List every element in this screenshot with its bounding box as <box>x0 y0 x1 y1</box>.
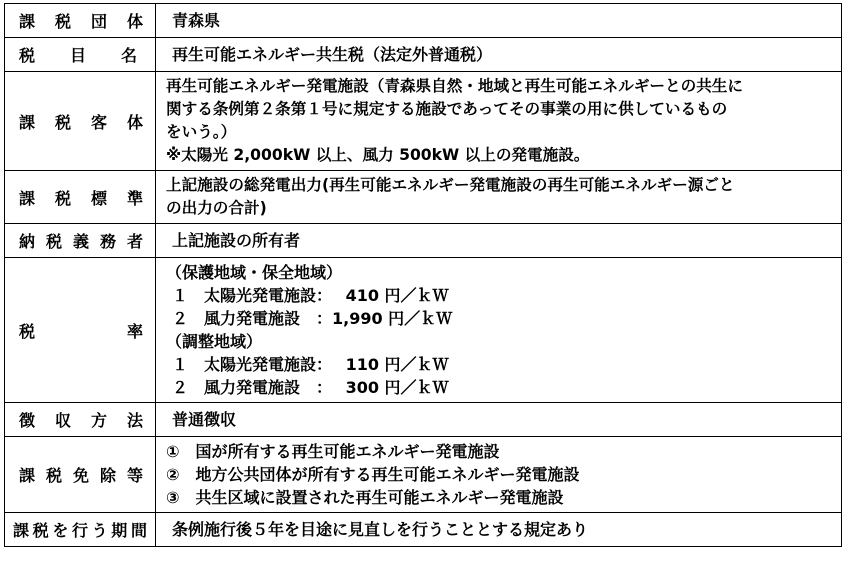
table-row <box>5 403 842 437</box>
label-char: う <box>91 521 108 540</box>
label-char: 税 <box>19 321 36 341</box>
row-label-cell <box>5 171 156 224</box>
table-row <box>5 4 842 38</box>
label-char: 税 <box>54 188 71 208</box>
table-row <box>5 224 842 258</box>
value-line: 上記施設の総発電出力(再生可能エネルギー発電施設の再生可能エネルギー源ごと <box>166 176 735 194</box>
row-value-cell <box>156 258 842 403</box>
value-line: 上記施設の所有者 <box>172 231 301 250</box>
row-label-cell <box>5 72 156 171</box>
label-char: 目 <box>69 46 86 65</box>
label-char: 率 <box>126 321 143 341</box>
row-label <box>5 9 155 32</box>
label-char: 者 <box>126 232 143 251</box>
table-row <box>5 171 842 224</box>
rate-line: １ 太陽光発電施設： 410 円／ｋＷ <box>172 286 449 305</box>
row-label <box>5 319 155 342</box>
row-label-cell <box>5 258 156 403</box>
label-char: 等 <box>126 466 143 485</box>
label-char: 課 <box>19 12 36 31</box>
value-line: 青森県 <box>172 11 221 30</box>
row-label <box>5 110 155 133</box>
label-char: 税 <box>54 12 71 31</box>
row-label <box>5 408 155 431</box>
rate-line: ２ 風力発電施設 ：1,990 円／ｋＷ <box>172 309 453 328</box>
label-char: 体 <box>126 12 143 31</box>
row-value-cell <box>156 403 842 437</box>
row-value-cell <box>156 4 842 38</box>
row-label-cell <box>5 38 156 72</box>
label-char: 期 <box>111 521 128 540</box>
label-char: 方 <box>90 411 107 430</box>
value-line: 条例施行後５年を目途に見直しを行うこととする規定あり <box>172 520 589 539</box>
row-label <box>5 229 155 252</box>
row-label-cell <box>5 403 156 437</box>
value-line: 関する条例第２条第１号に規定する施設であってその事業の用に供しているもの <box>166 100 728 118</box>
row-value-cell <box>156 437 842 513</box>
value-line: ② 地方公共団体が所有する再生可能エネルギー発電施設 <box>166 465 580 484</box>
table-row <box>5 72 842 171</box>
label-char: 課 <box>13 521 30 540</box>
label-char: 間 <box>130 521 147 540</box>
label-char: 税 <box>19 46 36 65</box>
row-label <box>5 463 155 486</box>
row-value-cell <box>156 72 842 171</box>
label-char: 課 <box>19 188 36 208</box>
label-char: 客 <box>90 112 107 132</box>
value-line: 普通徴収 <box>172 410 237 429</box>
value-line: ※太陽光 2,000kW 以上、風力 500kW 以上の発電施設。 <box>166 146 590 164</box>
row-value-cell <box>156 513 842 547</box>
row-label <box>5 518 155 541</box>
label-char: 収 <box>54 411 71 430</box>
row-label <box>5 186 155 209</box>
label-char: 課 <box>19 466 36 485</box>
label-char: 名 <box>120 46 137 65</box>
value-line: の出力の合計) <box>166 199 267 217</box>
row-label-cell <box>5 437 156 513</box>
value-line: 再生可能エネルギー発電施設（青森県自然・地域と再生可能エネルギーとの共生に <box>166 77 743 95</box>
value-line: 再生可能エネルギー共生税（法定外普通税） <box>172 45 493 64</box>
label-char: 税 <box>54 112 71 132</box>
row-label-cell <box>5 224 156 258</box>
row-label <box>5 43 155 66</box>
rate-line: １ 太陽光発電施設： 110 円／ｋＷ <box>172 355 449 374</box>
rate-area-heading: （保護地域・保全地域） <box>166 263 343 282</box>
row-label-cell <box>5 513 156 547</box>
label-char: 法 <box>126 411 143 430</box>
row-label-cell <box>5 4 156 38</box>
label-char: 除 <box>99 466 116 485</box>
label-char: を <box>52 521 69 540</box>
row-value-cell <box>156 171 842 224</box>
rate-line: ２ 風力発電施設 ： 300 円／ｋＷ <box>172 378 449 397</box>
label-char: 免 <box>72 466 89 485</box>
label-char: 税 <box>32 521 49 540</box>
rate-area-heading: （調整地域） <box>166 332 263 351</box>
tax-summary-table <box>4 3 842 547</box>
label-char: 税 <box>45 232 62 251</box>
label-char: 税 <box>45 466 62 485</box>
label-char: 準 <box>126 188 143 208</box>
table-row <box>5 513 842 547</box>
label-char: 納 <box>19 232 36 251</box>
row-value-cell <box>156 224 842 258</box>
label-char: 義 <box>72 232 89 251</box>
value-line: をいう。） <box>166 123 237 141</box>
table-row <box>5 258 842 403</box>
label-char: 行 <box>71 521 88 540</box>
label-char: 標 <box>90 188 107 208</box>
label-char: 課 <box>19 112 36 132</box>
table-row <box>5 437 842 513</box>
value-line: ① 国が所有する再生可能エネルギー発電施設 <box>166 442 500 461</box>
label-char: 徴 <box>19 411 36 430</box>
label-char: 体 <box>126 112 143 132</box>
label-char: 務 <box>99 232 116 251</box>
row-value-cell <box>156 38 842 72</box>
value-line: ③ 共生区域に設置された再生可能エネルギー発電施設 <box>166 488 564 507</box>
label-char: 団 <box>90 12 107 31</box>
table-row <box>5 38 842 72</box>
